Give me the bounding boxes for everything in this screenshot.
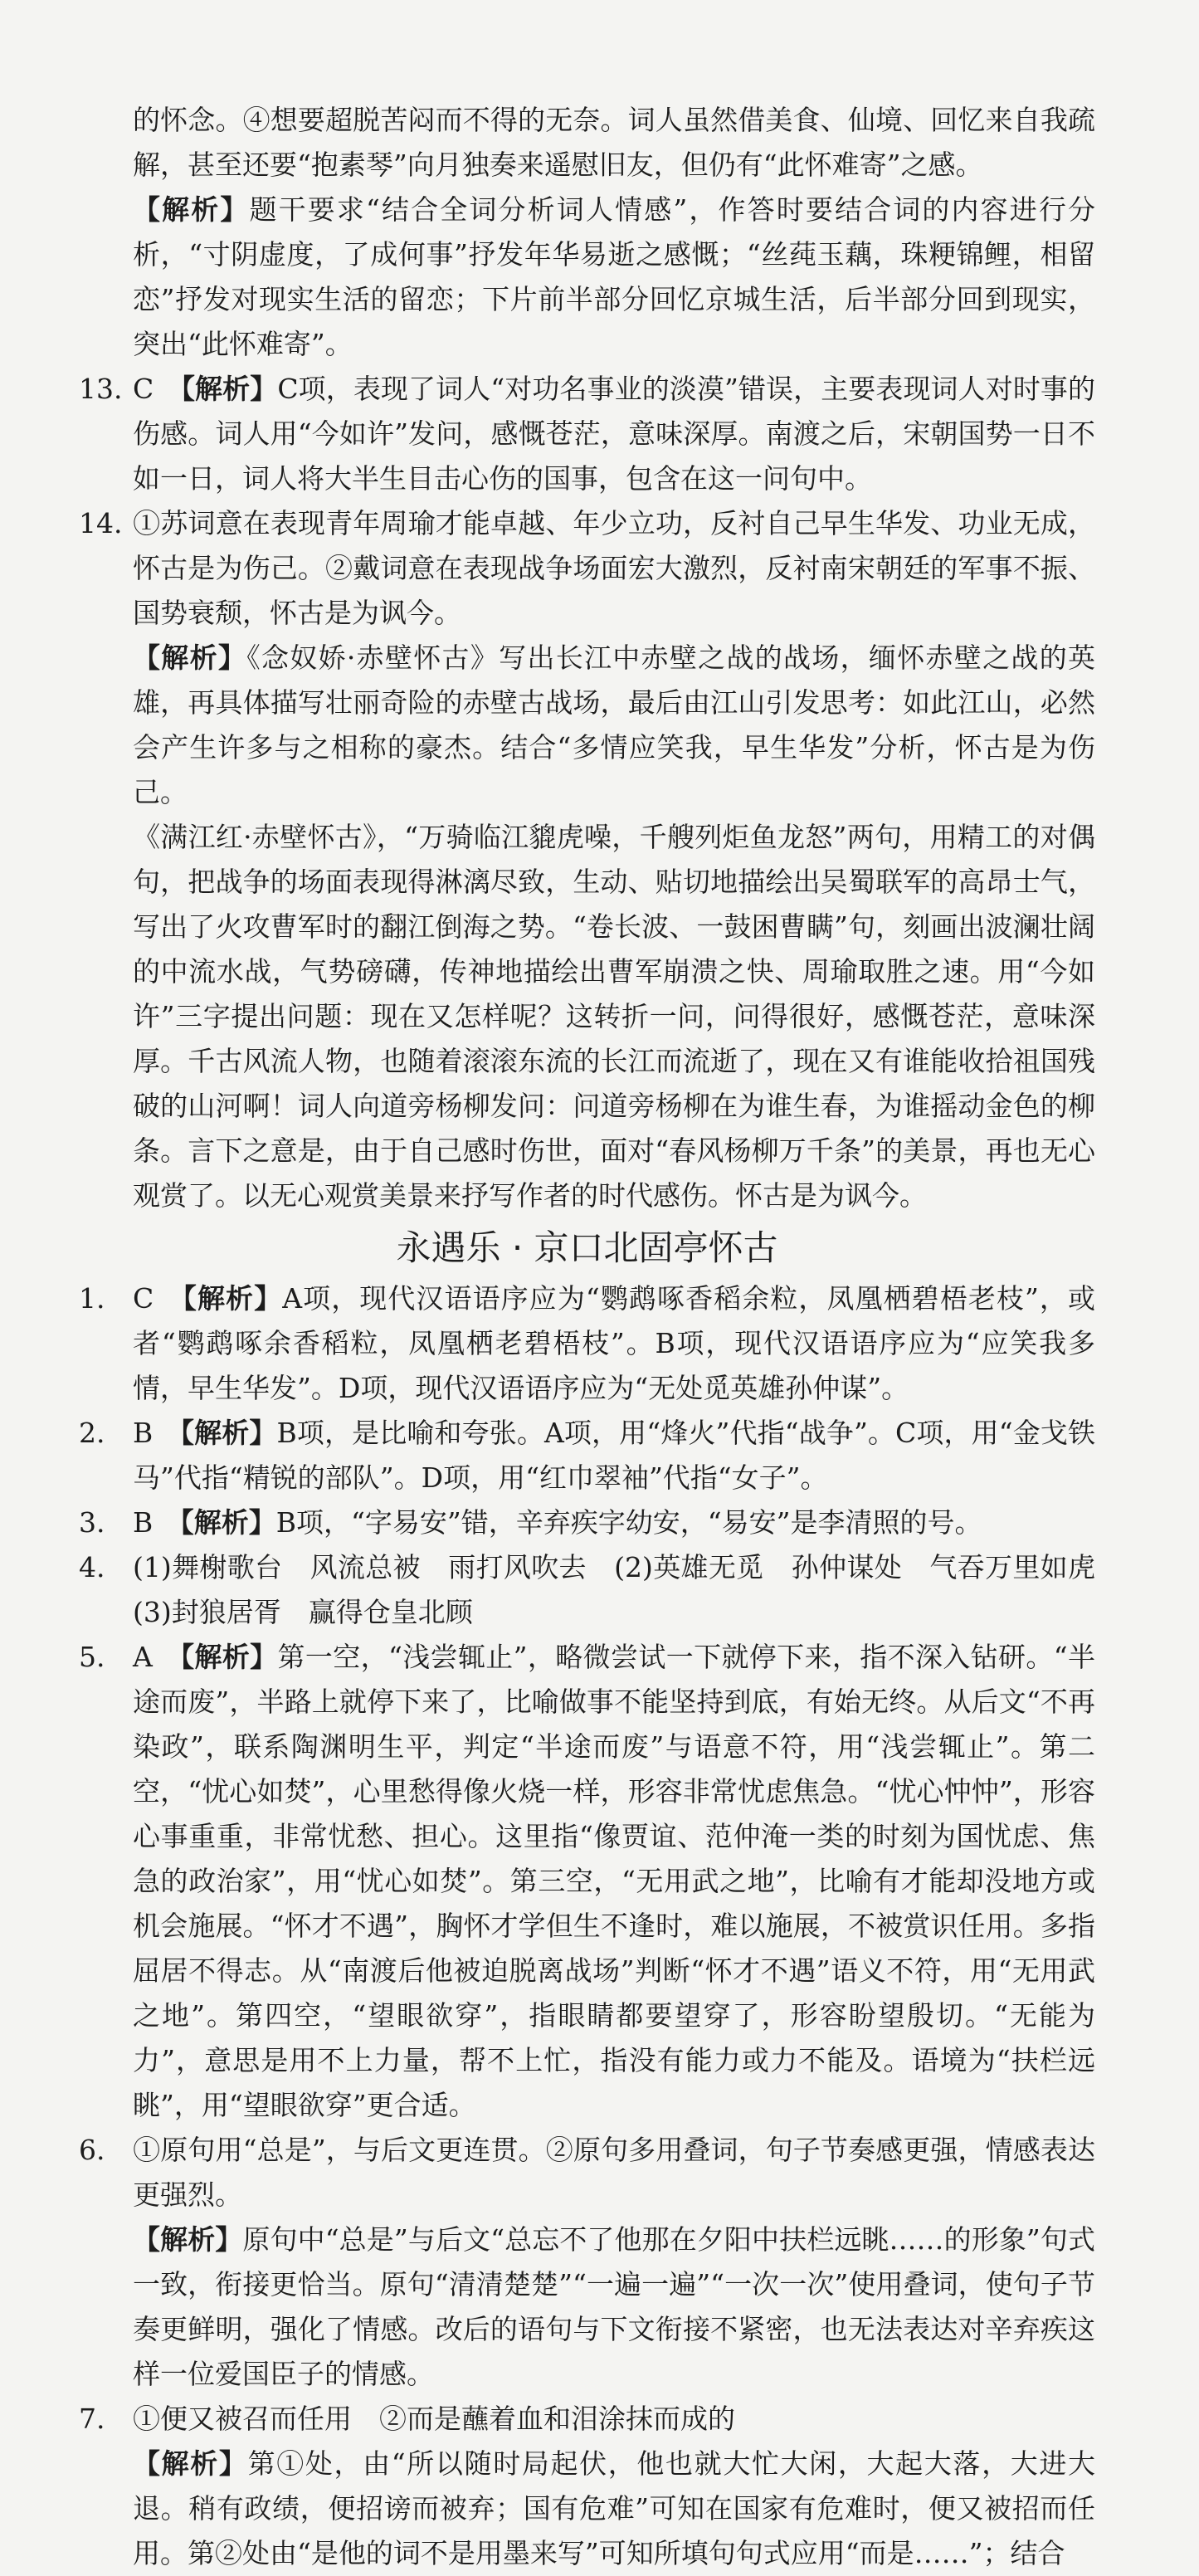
question-number: 1.	[79, 1282, 105, 1315]
analysis-tag: 【解析】	[180, 1417, 277, 1449]
question-6-analysis: 【解析】原句中“总是”与后文“总忘不了他那在夕阳中扶栏远眺……的形象”句式一致，衔接更恰当。原句“清清楚楚”“一遍一遍”“一次一次”使用叠词，使句子节奏更鲜明，强化了情感。改后的语句与下文衔接不紧密，也无法表达对辛弃疾这样一位爱国臣子的情感。	[133, 2223, 1096, 2390]
answer-text: ①原句用“总是”，与后文更连贯。②原句多用叠词，句子节奏感更强，情感表达更强烈。	[133, 2134, 1095, 2211]
answer-text: (1)舞榭歌台 风流总被 雨打风吹去 (2)英雄无觅 孙仲谋处 气吞万里如虎 (3)封狼居胥 赢得仓皇北顾	[133, 1551, 1123, 1628]
question-5: 5. A 【解析】第一空，“浅尝辄止”，略微尝试一下就停下来，指不深入钻研。“半途而废”，半路上就停下来了，比喻做事不能坚持到底，有始无终。从后文“不再染政”，联系陶渊明生平，判定“半途而废”与语意不符，用“浅尝辄止”。第二空，“忧心如焚”，心里愁得像火烧一样，形容非常忧虑焦急。“忧心忡忡”，形容心事重重，非常忧愁、担心。这里指“像贾谊、范仲淹一类的时刻为国忧虑、焦急的政治家”，用“忧心如焚”。第三空，“无用武之地”，比喻有才能却没地方或机会施展。“怀才不遇”，胸怀才学但生不逢时，难以施展，不被赏识任用。多指屈居不得志。从“南渡后他被迫脱离战场”判断“怀才不遇”语义不符，用“无用武之地”。第四空，“望眼欲穿”，指眼睛都要望穿了，形容盼望殷切。“无能为力”，意思是用不上力量，帮不上忙，指没有能力或力不能及。语境为“扶栏远眺”，用“望眼欲穿”更合适。	[79, 1635, 1095, 2128]
answer-text: ①苏词意在表现青年周瑜才能卓越、年少立功，反衬自己早生华发、功业无成，怀古是为伤己。②戴词意在表现战争场面宏大激烈，反衬南宋朝廷的军事不振、国势衰颓，怀古是为讽今。	[133, 507, 1095, 629]
question-14-analysis-continued: 《满江红·赤壁怀古》，“万骑临江貔虎噪，千艘列炬鱼龙怒”两句，用精工的对偶句，把战争的场面表现得淋漓尽致，生动、贴切地描绘出吴蜀联军的高昂士气，写出了火攻曹军时的翻江倒海之势。“卷长波、一鼓困曹瞒”句，刻画出波澜壮阔的中流水战，气势磅礴，传神地描绘出曹军崩溃之快、周瑜取胜之速。用“今如许”三字提出问题：现在又怎样呢？这转折一问，问得很好，感慨苍茫，意味深厚。千古风流人物，也随着滚滚东流的长江而流逝了，现在又有谁能收拾祖国残破的山河啊！词人向道旁杨柳发问：问道旁杨柳在为谁生春，为谁摇动金色的柳条。言下之意是，由于自己感时伤世，面对“春风杨柳万千条”的美景，再也无心观赏了。以无心观赏美景来抒写作者的时代感伤。怀古是为讽今。	[133, 821, 1095, 1212]
analysis-tag: 【解析】	[133, 642, 247, 674]
section-title: 永遇乐 · 京口北固亭怀古	[396, 1227, 778, 1268]
analysis-tag: 【解析】	[181, 373, 278, 405]
question-14	[79, 501, 1095, 636]
answer-letter: B	[133, 1506, 154, 1539]
question-number: 14.	[79, 507, 123, 539]
question-3: 3. B 【解析】B项，“字易安”错，辛弃疾字幼安，“易安”是李清照的号。	[79, 1500, 1095, 1545]
question-number: 6.	[79, 2134, 105, 2166]
question-7-analysis: 【解析】第①处，由“所以随时局起伏，他也就大忙大闲，大起大落，大进大退。稍有政绩，便招谤而被弃；国有危难”可知在国家有危难时，便又被招而任用。第②处由“是他的词不是用墨来写”可知所填句句式应用“而是……”；结合	[133, 2447, 1095, 2569]
intro-analysis: 【解析】题干要求“结合全词分析词人情感”，作答时要结合词的内容进行分析，“寸阴虚度，了成何事”抒发年华易逝之感慨；“丝莼玉藕，珠粳锦鲤，相留恋”抒发对现实生活的留恋；下片前半部分回忆京城生活，后半部分回到现实，突出“此怀难寄”。	[133, 193, 1095, 360]
question-number: 4.	[79, 1551, 105, 1583]
question-13: 13. C 【解析】C项，表现了词人“对功名事业的淡漠”错误，主要表现词人对时事的伤感。词人用“今如许”发问，感慨苍茫，意味深厚。南渡之后，宋朝国势一日不如一日，词人将大半生目击心伤的国事，包含在这一问句中。	[79, 367, 1095, 501]
question-7	[79, 2397, 1095, 2442]
question-4	[79, 1545, 1123, 1635]
analysis-tag: 【解析】	[180, 1506, 276, 1539]
question-number: 3.	[79, 1506, 105, 1539]
analysis-tag: 【解析】	[133, 2447, 248, 2480]
analysis-tag: 【解析】	[133, 193, 250, 226]
page-content	[79, 98, 1123, 2576]
question-2: 2. B 【解析】B项，是比喻和夸张。A项，用“烽火”代指“战争”。C项，用“金戈铁马”代指“精锐的部队”。D项，用“红巾翠袖”代指“女子”。	[79, 1411, 1095, 1500]
question-1: 1. C 【解析】A项，现代汉语语序应为“鹦鹉啄香稻余粒，凤凰栖碧梧老枝”，或者“鹦鹉啄余香稻粒，凤凰栖老碧梧枝”。B项，现代汉语语序应为“应笑我多情，早生华发”。D项，现代汉语语序应为“无处觅英雄孙仲谋”。	[79, 1276, 1095, 1411]
question-number: 5.	[79, 1641, 105, 1673]
analysis-tag: 【解析】	[180, 1641, 278, 1673]
question-14-analysis: 【解析】《念奴娇·赤壁怀古》写出长江中赤壁之战的战场，缅怀赤壁之战的英雄，再具体描写壮丽奇险的赤壁古战场，最后由江山引发思考：如此江山，必然会产生许多与之相称的豪杰。结合“多情应笑我，早生华发”分析，怀古是为伤己。	[133, 642, 1096, 808]
answer-letter: B	[133, 1417, 154, 1449]
intro-answer: 的怀念。④想要超脱苦闷而不得的无奈。词人虽然借美食、仙境、回忆来自我疏解，甚至还要“抱素琴”向月独奏来遥慰旧友，但仍有“此怀难寄”之感。	[133, 104, 1095, 181]
question-number: 7.	[79, 2403, 105, 2435]
analysis-tag: 【解析】	[133, 2223, 243, 2256]
question-number: 13.	[79, 373, 123, 405]
question-6	[79, 2128, 1095, 2217]
answer-letter: C	[133, 373, 154, 405]
question-number: 2.	[79, 1417, 105, 1449]
answer-text: ①便又被召而任用 ②而是蘸着血和泪涂抹而成的	[133, 2403, 735, 2435]
answer-letter: C	[133, 1282, 154, 1315]
analysis-tag: 【解析】	[183, 1282, 283, 1315]
answer-letter: A	[133, 1641, 153, 1673]
